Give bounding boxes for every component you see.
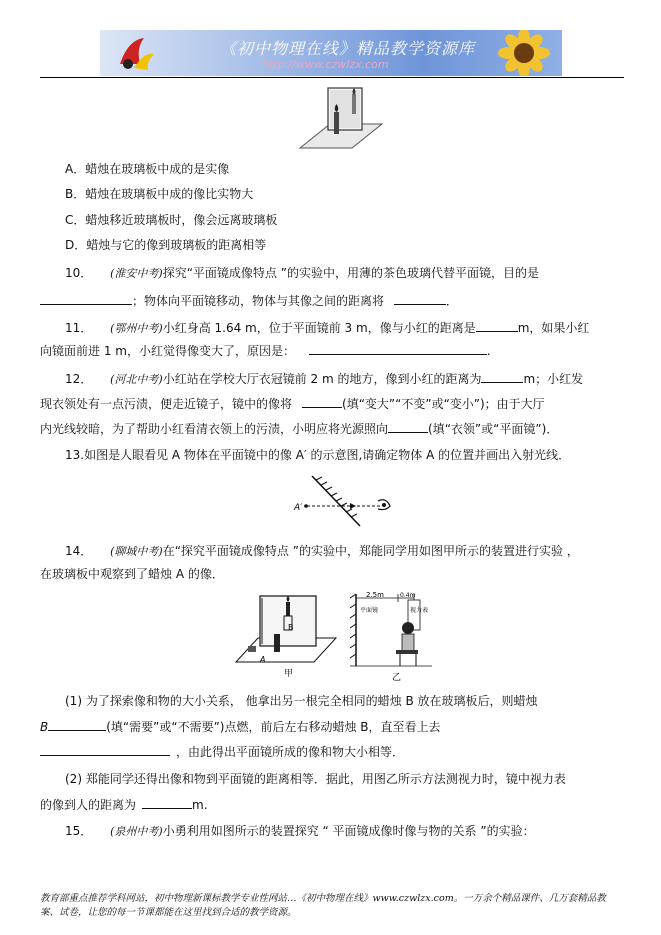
question-10-text-2: ；物体向平面镜移动，物体与其像之间的距离将 xyxy=(132,294,385,308)
question-12-text-b: m；小红发 xyxy=(523,372,584,386)
question-12-line-2 xyxy=(40,394,545,413)
question-11-number: 11． xyxy=(65,321,93,335)
question-15-line-1 xyxy=(65,822,535,841)
question-10-number: 10． xyxy=(65,266,93,280)
question-10-text: 探究“平面镜成像特点 ”的实验中，用薄的茶色玻璃代替平面镜，目的是 xyxy=(162,266,539,280)
banner-url: http://www.czwlzx.com xyxy=(262,58,389,71)
answer-blank[interactable] xyxy=(40,742,170,756)
eye-chart-label: 视力表 xyxy=(410,607,429,614)
option-b: B．蜡烛在玻璃板中成的像比实物大 xyxy=(65,187,254,201)
answer-blank[interactable] xyxy=(40,291,132,305)
question-14-part-2-text: 的像到人的距离为 xyxy=(40,798,137,812)
candle-a-label: A xyxy=(260,655,266,664)
header-banner xyxy=(100,30,562,76)
question-12-source: (河北中考) xyxy=(110,373,163,386)
answer-blank[interactable] xyxy=(142,795,192,809)
logo-icon xyxy=(114,34,156,72)
question-14-part-2-end: m. xyxy=(192,798,208,812)
question-14-line-1 xyxy=(65,542,579,561)
option-a: A．蜡烛在玻璃板中成的是实像 xyxy=(65,162,230,176)
candle-b-ref: B xyxy=(40,720,49,734)
question-14-part-1-line-2 xyxy=(40,717,441,736)
sunflower-icon xyxy=(486,30,556,76)
question-12-line-1 xyxy=(65,369,583,389)
question-11-text: 小红身高 1.64 m，位于平面镜前 3 m，像与小红的距离是 xyxy=(162,321,476,335)
question-14-line-2: 在玻璃板中观察到了蜡烛 A 的像． xyxy=(40,567,224,581)
figure-b-caption: 乙 xyxy=(392,673,402,682)
candle-b-label: B xyxy=(288,623,294,632)
mirror-label: 平面镜 xyxy=(360,607,379,614)
option-c: C．蜡烛移近玻璃板时，像会远离玻璃板 xyxy=(65,213,278,227)
question-10-source: (淮安中考) xyxy=(110,267,163,280)
question-11-source: (鄂州中考) xyxy=(110,322,163,335)
distance-label-1: 2.5m xyxy=(366,591,384,599)
question-14-number: 14． xyxy=(65,544,93,558)
answer-blank[interactable] xyxy=(476,318,518,332)
question-14-part-1-text-2: (填“需要”或“不需要”)点燃，前后左右移动蜡烛 B，直至看上去 xyxy=(106,720,441,734)
question-10-line-1 xyxy=(65,264,539,283)
footer-line-1: 教育部重点推荐学科网站，初中物理新课标教学专业性网站…《初中物理在线》www.czwlzx.com。一万余个精品课件、几万套精品教 xyxy=(40,893,606,904)
candle-glass-figure xyxy=(296,82,386,154)
question-11-line-1 xyxy=(65,318,589,338)
question-12-line-3 xyxy=(40,419,558,438)
question-11-text-2: 向镜面前进 1 m，小红觉得像变大了，原因是： xyxy=(40,344,295,358)
footer-line-2: 案、试卷，让您的每一节课都能在这里找到合适的教学资源。 xyxy=(40,907,297,918)
question-12-number: 12． xyxy=(65,372,93,386)
answer-blank[interactable] xyxy=(481,369,523,383)
question-14-part-2-line-1: (2) 郑能同学还得出像和物到平面镜的距离相等．据此，用图乙所示方法测视力时，镜中视力表 xyxy=(65,772,566,786)
question-15-number: 15． xyxy=(65,824,93,838)
question-11-end: . xyxy=(486,344,491,358)
question-10-end: ． xyxy=(445,294,458,308)
answer-blank[interactable] xyxy=(388,419,428,433)
question-15-text: 小勇利用如图所示的装置探究 “ 平面镜成像时像与物的关系 ”的实验： xyxy=(162,824,535,838)
figure-a-caption: 甲 xyxy=(284,669,294,679)
glass-plate-figure xyxy=(230,590,340,680)
eye-test-figure xyxy=(346,588,446,682)
question-15-source: (泉州中考) xyxy=(110,825,163,838)
banner-title: 《初中物理在线》精品教学资源库 xyxy=(220,39,476,58)
question-14-part-2-line-2 xyxy=(40,795,208,814)
mirror-eye-figure xyxy=(290,470,400,532)
question-10-line-2 xyxy=(40,291,458,310)
answer-blank[interactable] xyxy=(309,341,487,355)
question-12-text-2: 现衣领处有一点污渍，便走近镜子，镜中的像将 xyxy=(40,397,293,411)
image-point-label: A′ xyxy=(294,503,303,513)
distance-label-2: 0.4m xyxy=(400,592,416,599)
answer-blank[interactable] xyxy=(302,394,342,408)
question-12-text-3: 内光线较暗，为了帮助小红看清衣领上的污渍，小明应将光源照向 xyxy=(40,422,389,436)
question-14-source: (聊城中考) xyxy=(110,545,163,558)
question-11-line-2 xyxy=(40,341,491,360)
question-14-text: 在“探究平面镜成像特点 ”的实验中，郑能同学用如图甲所示的装置进行实验 ， xyxy=(162,544,579,558)
header-rule xyxy=(40,77,624,78)
question-12-text-3b: (填“衣领”或“平面镜”)． xyxy=(428,422,559,436)
option-d: D．蜡烛与它的像到玻璃板的距离相等 xyxy=(65,238,267,252)
question-13-text: 13.如图是人眼看见 A 物体在平面镜中的像 A′ 的示意图,请确定物体 A 的位置并画出入射光线． xyxy=(65,448,571,462)
question-14-part-1-line-1: (1) 为了探索像和物的大小关系， 他拿出另一根完全相同的蜡烛 B 放在玻璃板后，则蜡烛 xyxy=(65,694,538,708)
question-12-text-2b: (填“变大”“不变”或“变小”)；由于大厅 xyxy=(342,397,545,411)
question-14-part-1-text-3: ，由此得出平面镜所成的像和物大小相等． xyxy=(176,745,405,759)
question-11-text-b: m，如果小红 xyxy=(517,321,590,335)
question-12-text: 小红站在学校大厅衣冠镜前 2 m 的地方，像到小红的距离为 xyxy=(162,372,482,386)
question-14-part-1-line-3 xyxy=(40,742,404,761)
answer-blank[interactable] xyxy=(48,717,106,731)
answer-blank[interactable] xyxy=(394,291,446,305)
